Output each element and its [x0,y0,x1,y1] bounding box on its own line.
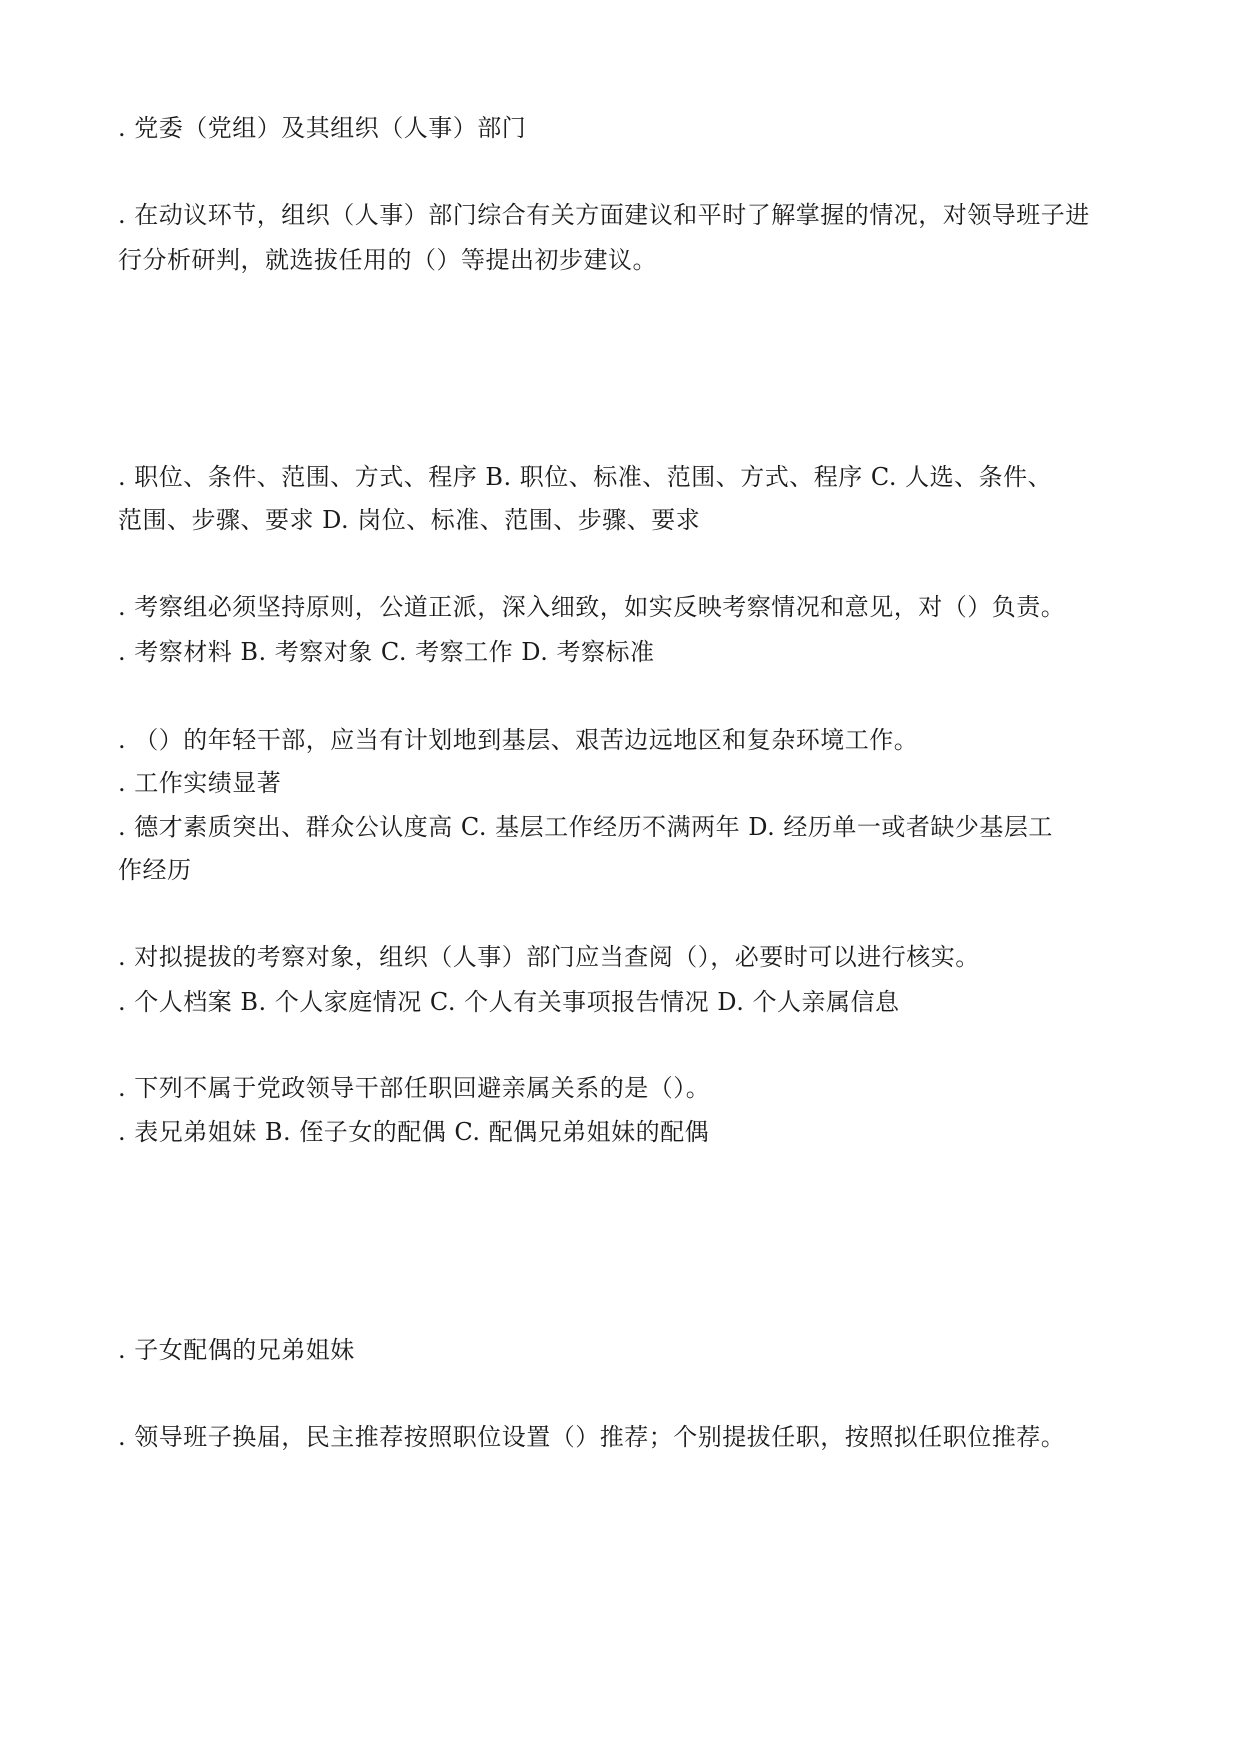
answer-options: . 德才素质突出、群众公认度高 C. 基层工作经历不满两年 D. 经历单一或者缺少基层工 [118,813,1053,841]
question-text: . 对拟提拔的考察对象，组织（人事）部门应当查阅（），必要时可以进行核实。 [118,943,980,971]
answer-options: . 表兄弟姐妹 B. 侄子女的配偶 C. 配偶兄弟姐妹的配偶 [118,1118,710,1146]
answer-options: . 个人档案 B. 个人家庭情况 C. 个人有关事项报告情况 D. 个人亲属信息 [118,988,900,1016]
answer-options: . 考察材料 B. 考察对象 C. 考察工作 D. 考察标准 [118,638,655,666]
question-text: . 考察组必须坚持原则，公道正派，深入细致，如实反映考察情况和意见，对（）负责。 [118,593,1066,621]
question-text: . 下列不属于党政领导干部任职回避亲属关系的是（）。 [118,1074,711,1102]
answer-option-a: . 工作实绩显著 [118,769,282,797]
question-text-continued: 行分析研判，就选拔任用的（）等提出初步建议。 [118,246,657,274]
question-text: . 领导班子换届，民主推荐按照职位设置（）推荐；个别提拔任职，按照拟任职位推荐。 [118,1423,1066,1451]
answer-options-continued: 范围、步骤、要求 D. 岗位、标准、范围、步骤、要求 [118,506,701,534]
question-text: . （）的年轻干部，应当有计划地到基层、艰苦边远地区和复杂环境工作。 [118,726,919,754]
answer-option-d-q1: . 党委（党组）及其组织（人事）部门 [118,114,527,142]
question-text: . 在动议环节，组织（人事）部门综合有关方面建议和平时了解掌握的情况，对领导班子进 [118,201,1090,229]
answer-options-continued: 作经历 [118,856,192,884]
answer-options: . 职位、条件、范围、方式、程序 B. 职位、标准、范围、方式、程序 C. 人选、条件、 [118,463,1053,491]
answer-option-d: . 子女配偶的兄弟姐妹 [118,1336,355,1364]
